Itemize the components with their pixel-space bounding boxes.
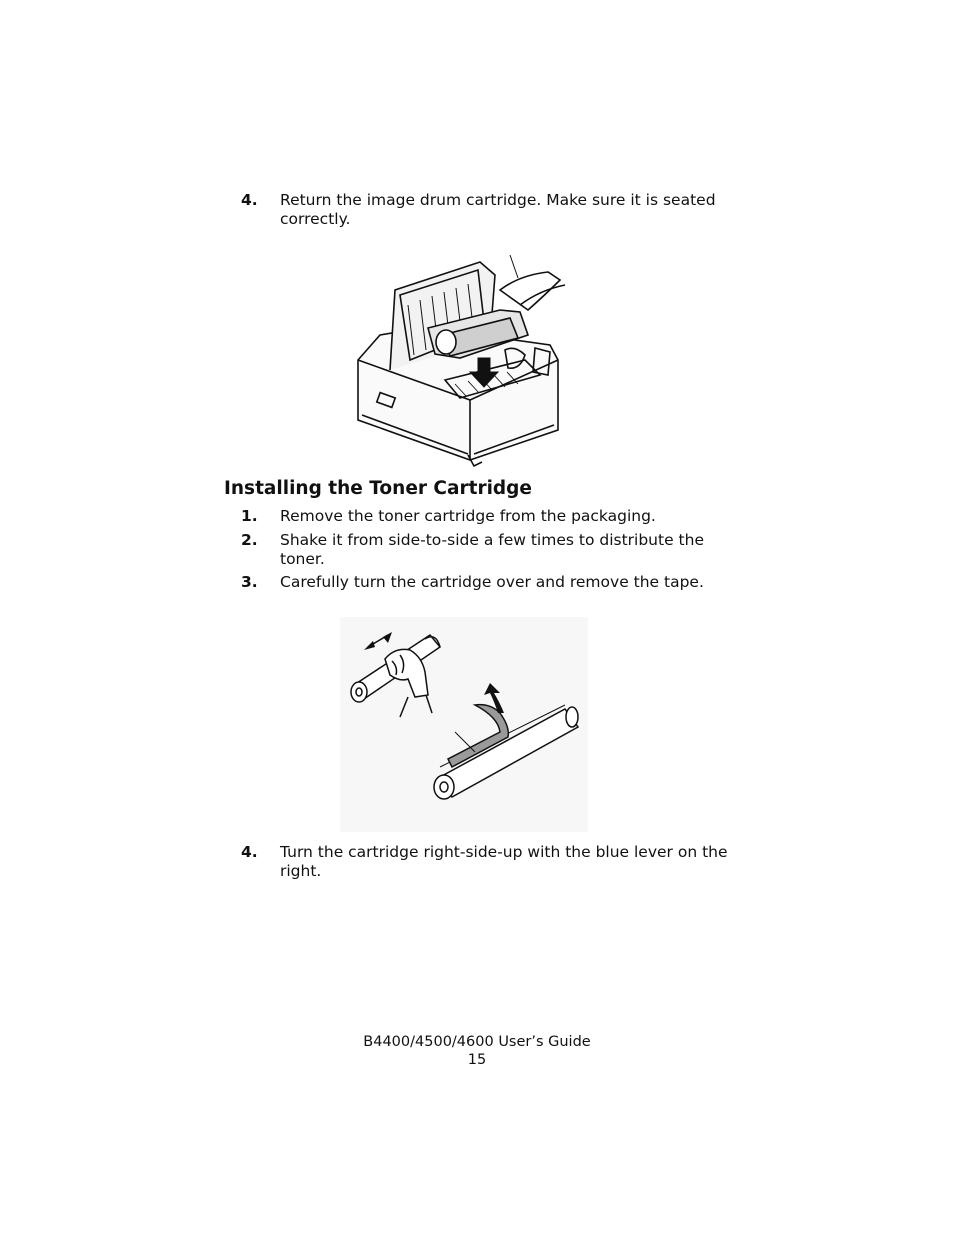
step-number: 3. <box>241 573 258 591</box>
toner-shake-tape-drawing <box>340 617 588 832</box>
step-text: Return the image drum cartridge. Make sure it is seated correctly. <box>280 191 716 228</box>
section-title: Installing the Toner Cartridge <box>224 478 532 499</box>
footer-page-number: 15 <box>467 1052 487 1068</box>
toner-cartridge-illustration <box>340 617 588 832</box>
step-number: 2. <box>241 531 258 549</box>
footer-guide-title: B4400/4500/4600 User’s Guide <box>363 1034 591 1050</box>
printer-drum-drawing <box>350 250 570 468</box>
step-text: Shake it from side-to-side a few times to distribute the toner. <box>280 531 704 568</box>
step-text: Turn the cartridge right-side-up with the blue lever on the right. <box>280 843 728 880</box>
step-number: 1. <box>241 507 258 525</box>
step-number: 4. <box>241 191 258 209</box>
printer-drum-illustration <box>350 250 570 468</box>
step-number: 4. <box>241 843 258 861</box>
step-text: Carefully turn the cartridge over and remove the tape. <box>280 573 704 591</box>
step-text: Remove the toner cartridge from the packaging. <box>280 507 656 525</box>
